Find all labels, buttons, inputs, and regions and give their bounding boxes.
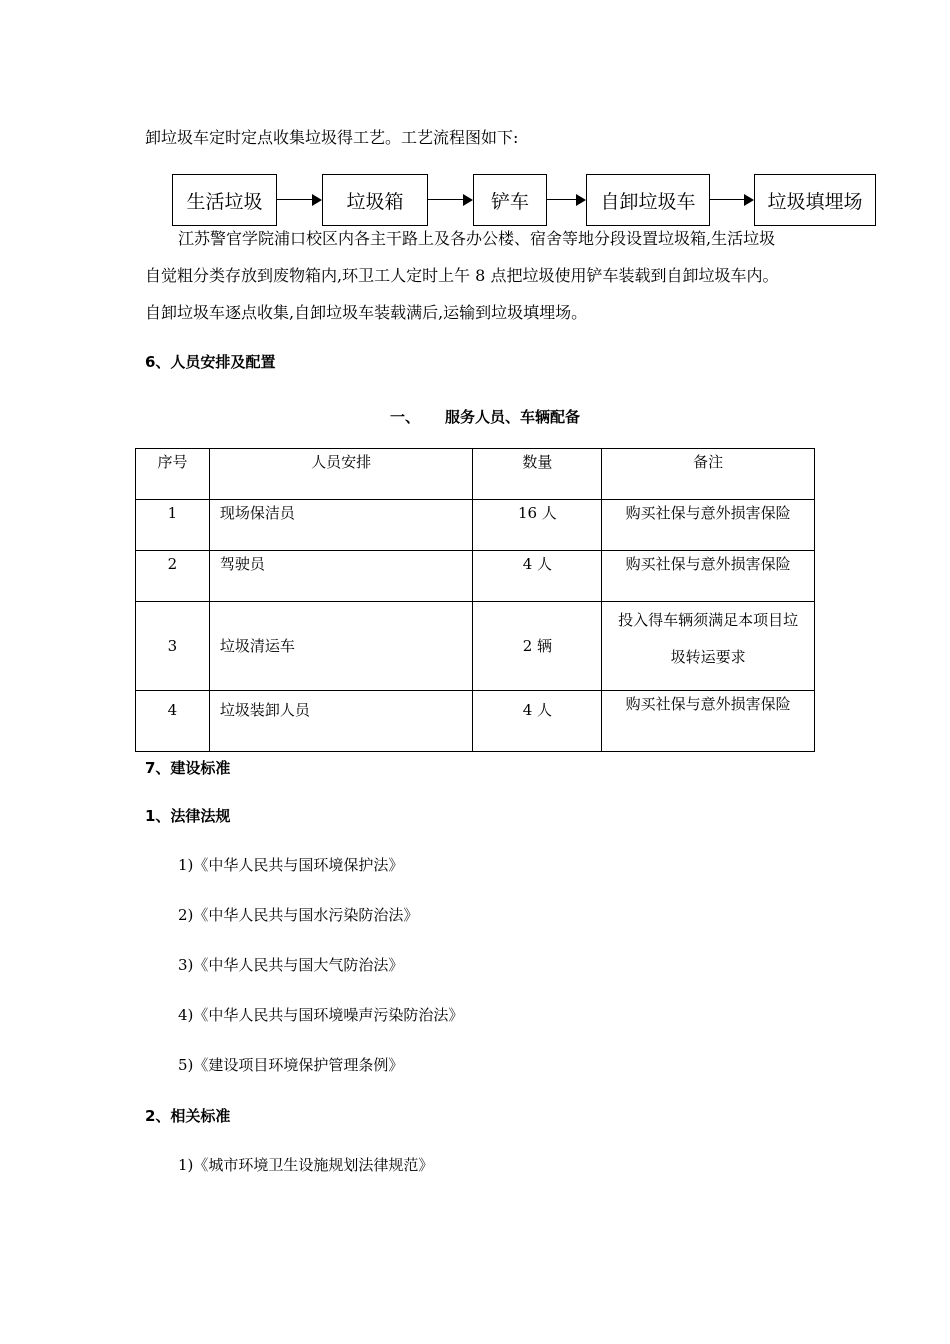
law-item-2: 2)《中华人民共与国水污染防治法》: [178, 906, 419, 924]
flow-arrow-3: [547, 199, 576, 200]
cell-index: 1: [136, 500, 210, 551]
standard-item-1: 1)《城市环境卫生设施规划法律规范》: [178, 1156, 434, 1174]
flow-arrow-4: [710, 199, 744, 200]
cell-arrangement: 驾驶员: [209, 551, 473, 602]
section-7-heading: 7、建设标准: [145, 759, 231, 777]
intro-line: 卸垃圾车定时定点收集垃圾得工艺。工艺流程图如下:: [145, 128, 519, 147]
cell-remarks: 购买社保与意外损害保险: [602, 551, 815, 602]
flow-step-4: 自卸垃圾车: [586, 174, 710, 226]
cell-remarks: 购买社保与意外损害保险: [602, 500, 815, 551]
flow-step-5: 垃圾填埋场: [754, 174, 876, 226]
table-row: [136, 602, 815, 691]
header-quantity: 数量: [473, 449, 602, 500]
flow-arrow-head-2: [463, 194, 473, 206]
cell-index: 4: [136, 691, 210, 752]
flow-arrow-1: [277, 199, 312, 200]
cell-remarks: 购买社保与意外损害保险: [602, 691, 815, 752]
cell-quantity: 4 人: [473, 691, 602, 752]
table-title: 服务人员、车辆配备: [445, 408, 581, 426]
header-remarks: 备注: [602, 449, 815, 500]
subsection-standards-heading: 2、相关标准: [145, 1107, 231, 1125]
cell-remarks: 投入得车辆须满足本项目垃圾转运要求: [602, 602, 815, 691]
table-row: [136, 691, 815, 752]
law-item-4: 4)《中华人民共与国环境噪声污染防治法》: [178, 1006, 464, 1024]
cell-index: 2: [136, 551, 210, 602]
table-title-number: 一、: [390, 408, 421, 426]
law-item-5: 5)《建设项目环境保护管理条例》: [178, 1056, 404, 1074]
flow-step-2: 垃圾箱: [322, 174, 428, 226]
flow-arrow-head-3: [576, 194, 586, 206]
staff-table: [135, 448, 815, 752]
subsection-laws-heading: 1、法律法规: [145, 807, 231, 825]
paragraph-line-2: 自觉粗分类存放到废物箱内,环卫工人定时上午 8 点把垃圾使用铲车装载到自卸垃圾车内。: [145, 266, 779, 285]
section-6-heading: 6、人员安排及配置: [145, 353, 276, 371]
cell-quantity: 2 辆: [473, 602, 602, 691]
flow-step-3: 铲车: [473, 174, 547, 226]
cell-quantity: 4 人: [473, 551, 602, 602]
law-item-3: 3)《中华人民共与国大气防治法》: [178, 956, 404, 974]
law-item-1: 1)《中华人民共与国环境保护法》: [178, 856, 404, 874]
table-row: [136, 500, 815, 551]
cell-quantity: 16 人: [473, 500, 602, 551]
cell-arrangement: 现场保洁员: [209, 500, 473, 551]
header-index: 序号: [136, 449, 210, 500]
flow-step-1: 生活垃圾: [172, 174, 277, 226]
flow-arrow-head-1: [312, 194, 322, 206]
cell-index: 3: [136, 602, 210, 691]
flow-arrow-2: [428, 199, 463, 200]
header-arrangement: 人员安排: [209, 449, 473, 500]
paragraph-line-1: 江苏警官学院浦口校区内各主干路上及各办公楼、宿舍等地分段设置垃圾箱,生活垃圾: [178, 229, 776, 248]
table-row: [136, 551, 815, 602]
flow-arrow-head-4: [744, 194, 754, 206]
table-header-row: [136, 449, 815, 500]
paragraph-line-3: 自卸垃圾车逐点收集,自卸垃圾车装载满后,运输到垃圾填埋场。: [145, 303, 588, 322]
cell-arrangement: 垃圾装卸人员: [209, 691, 473, 752]
cell-arrangement: 垃圾清运车: [209, 602, 473, 691]
